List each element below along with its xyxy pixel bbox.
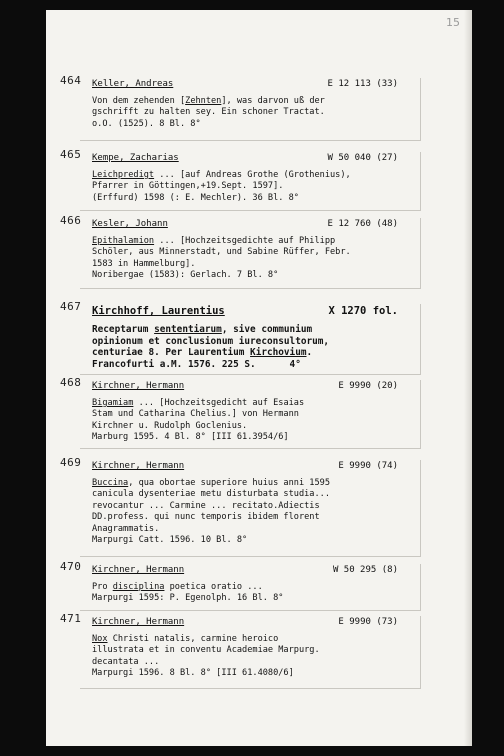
underlined-term: disciplina <box>112 582 165 592</box>
entry-number: 468 <box>60 376 82 389</box>
shelf-mark: W 50 040 (27) <box>327 153 398 163</box>
card-line: Epithalamion ... [Hochzeitsgedichte auf Philipp <box>92 236 336 246</box>
entry-number: 469 <box>60 456 82 469</box>
catalog-card <box>60 214 421 289</box>
card-line: gschrifft zu halten sey. Ein schoner Tractat. <box>92 107 325 118</box>
shelf-mark: E 9990 (20) <box>338 381 398 391</box>
underlined-term: Epithalamion <box>92 236 155 246</box>
catalog-card <box>60 148 421 211</box>
underlined-term: sententiarum <box>154 324 222 335</box>
card-header <box>80 218 420 232</box>
underlined-term: Zehnten <box>185 96 222 106</box>
shelf-mark: X 1270 fol. <box>328 305 398 317</box>
card-body <box>80 320 420 374</box>
page-number: 15 <box>446 16 460 29</box>
card-body <box>80 232 420 286</box>
shelf-mark: W 50 295 (8) <box>332 565 398 575</box>
card-body <box>80 394 420 448</box>
shelf-mark: E 12 760 (48) <box>327 219 398 229</box>
card-body <box>80 92 420 134</box>
card-header <box>80 460 420 474</box>
entry-number: 470 <box>60 560 82 573</box>
card-line: Stam und Catharina Chelius.] von Hermann <box>92 409 299 420</box>
entry-number: 467 <box>60 300 82 313</box>
card-header <box>80 304 420 320</box>
author-name: Kirchner, Hermann <box>92 565 185 575</box>
card-body <box>80 578 420 609</box>
card-line: Noribergae (1583): Gerlach. 7 Bl. 8° <box>92 270 279 281</box>
page-edge <box>464 10 472 746</box>
author-name: Kirchner, Hermann <box>92 617 185 627</box>
catalog-card <box>60 74 421 141</box>
shelf-mark: E 9990 (73) <box>338 617 398 627</box>
catalog-card <box>60 560 421 611</box>
catalog-page <box>46 10 472 746</box>
card-line: Marpurgi 1595: P. Egenolph. 16 Bl. 8° <box>92 593 284 604</box>
card-line: Leichpredigt ... [auf Andreas Grothe (Grothenius), <box>92 170 351 180</box>
card-body <box>80 630 420 684</box>
author-name: Kempe, Zacharias <box>92 153 179 163</box>
card-body <box>80 474 420 550</box>
card-line: Bigamiam ... [Hochzeitsgedicht auf Esaias <box>92 398 305 408</box>
card-line: Nox Christi natalis, carmine heroico <box>92 634 279 644</box>
shelf-mark: E 9990 (74) <box>338 461 398 471</box>
card-line: Marpurgi 1596. 8 Bl. 8° [III 61.4080/6] <box>92 668 294 679</box>
card-line: decantata ... <box>92 656 160 667</box>
card-body <box>80 166 420 208</box>
catalog-card <box>60 300 421 375</box>
card-line: (Erffurd) 1598 (: E. Mechler). 36 Bl. 8° <box>92 192 299 203</box>
entry-number: 471 <box>60 612 82 625</box>
card-line: Anagrammatis. <box>92 523 160 534</box>
card-header <box>80 564 420 578</box>
card-line: Buccina, qua obortae superiore huius anni 1595 <box>92 478 330 488</box>
author-name: Keller, Andreas <box>92 79 174 89</box>
card-header <box>80 152 420 166</box>
card-line: opinionum et conclusionum iureconsultorum, <box>92 335 330 347</box>
catalog-card <box>60 612 421 689</box>
author-name: Kirchner, Hermann <box>92 381 185 391</box>
underlined-term: Buccina <box>92 478 129 488</box>
catalog-card <box>60 456 421 557</box>
card-line: centuriae 8. Per Laurentium Kirchovium. <box>92 347 313 359</box>
underlined-term: Bigamiam <box>92 398 134 408</box>
shelf-mark: E 12 113 (33) <box>327 79 398 89</box>
card-line: Kirchner u. Rudolph Goclenius. <box>92 420 248 431</box>
entry-number: 466 <box>60 214 82 227</box>
entry-number: 465 <box>60 148 82 161</box>
card-line: illustrata et in conventu Academiae Marpurg. <box>92 645 320 656</box>
underlined-term: Nox <box>92 634 108 644</box>
author-name: Kirchner, Hermann <box>92 461 185 471</box>
card-line: Francofurti a.M. 1576. 225 S. 4° <box>92 358 301 370</box>
underlined-term: Leichpredigt <box>92 170 155 180</box>
entry-number: 464 <box>60 74 82 87</box>
card-line: 1583 in Hammelburg]. <box>92 258 196 269</box>
card-line: Schöler, aus Minnerstadt, und Sabine Rüffer, Febr. <box>92 247 351 258</box>
catalog-card <box>60 376 421 449</box>
author-name: Kesler, Johann <box>92 219 168 229</box>
card-line: revocantur ... Carmine ... recitato.Adiectis <box>92 500 320 511</box>
card-header <box>80 380 420 394</box>
card-line: Marpurgi Catt. 1596. 10 Bl. 8° <box>92 535 248 546</box>
card-line: o.O. (1525). 8 Bl. 8° <box>92 118 201 129</box>
card-line: DD.profess. qui nunc temporis ibidem florent <box>92 512 320 523</box>
card-line: Pro disciplina poetica oratio ... <box>92 582 263 592</box>
author-name: Kirchhoff, Laurentius <box>92 305 225 317</box>
card-line: Von dem zehenden [Zehnten], was darvon uß der <box>92 96 325 106</box>
card-line: canicula dysenteriae metu disturbata studia... <box>92 489 330 500</box>
card-header <box>80 78 420 92</box>
underlined-term: Kirchovium <box>250 347 307 359</box>
card-line: Marburg 1595. 4 Bl. 8° [III 61.3954/6] <box>92 432 289 443</box>
card-line: Receptarum sententiarum, sive communium <box>92 324 313 335</box>
card-header <box>80 616 420 630</box>
card-line: Pfarrer in Göttingen,+19.Sept. 1597]. <box>92 181 284 192</box>
